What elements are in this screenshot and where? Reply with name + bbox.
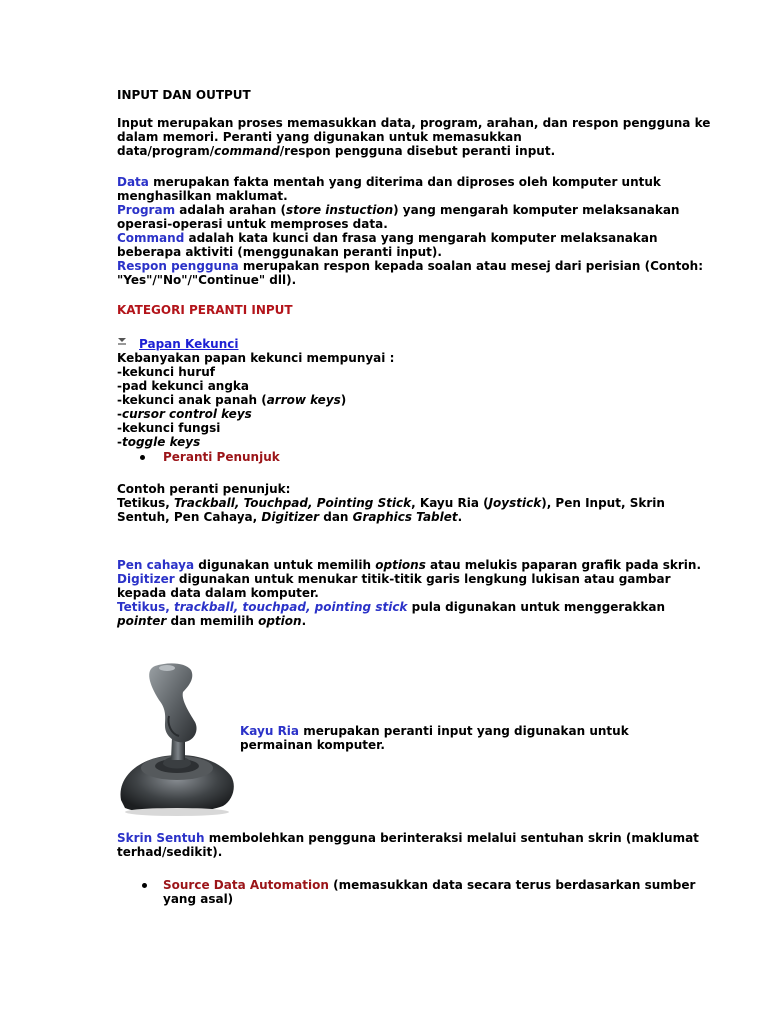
- joystick-icon: [115, 660, 239, 816]
- keyboard-item-3-b: arrow keys: [266, 393, 341, 407]
- bullet-icon: [140, 455, 145, 460]
- respon-term: Respon pengguna: [117, 259, 239, 273]
- category-heading: [117, 303, 662, 317]
- touchscreen-text-1: membolehkan pengguna berinteraksi melalui sentuhan skrin (maklumat: [204, 831, 699, 845]
- pointing-list-b: Trackball, Touchpad, Pointing Stick: [173, 496, 412, 510]
- intro-line-1: Input merupakan proses memasukkan data, program, arahan, dan respon pengguna ke: [117, 116, 711, 130]
- joystick-line-1: [240, 724, 660, 738]
- keyboard-item-2: -pad kekunci angka: [117, 379, 250, 393]
- pen-text-b: options: [375, 558, 426, 572]
- program-text-1c: ) yang mengarah komputer melaksanakan: [393, 203, 680, 217]
- touchscreen-line-1: [117, 831, 699, 845]
- program-text-1a: adalah arahan (: [175, 203, 286, 217]
- keyboard-bullet-icon: [117, 335, 127, 345]
- respon-definition-line-1: [117, 259, 704, 273]
- intro-line-3-command: command: [214, 144, 280, 158]
- tetikus-term-a: Tetikus,: [117, 600, 174, 614]
- pointing-list-line-1: [117, 496, 665, 510]
- touchscreen-term: Skrin Sentuh: [117, 831, 205, 845]
- touchscreen-paragraph: [117, 831, 699, 859]
- sda-line-1: [163, 878, 695, 892]
- sda-bullet-icon: [142, 883, 147, 888]
- pointing-list-a: Tetikus,: [117, 496, 174, 510]
- joystick-term: Kayu Ria: [240, 724, 300, 738]
- keyboard-item-1: -kekunci huruf: [117, 365, 216, 379]
- respon-definition-line-2: "Yes"/"No"/"Continue" dll).: [117, 273, 297, 287]
- tetikus-text-2d: .: [301, 614, 307, 628]
- program-text-1b: store instuction: [285, 203, 394, 217]
- keyboard-item-3-a: -kekunci anak panah (: [117, 393, 267, 407]
- tetikus-text-2b: dan memilih: [166, 614, 259, 628]
- pen-text-c: atau melukis paparan grafik pada skrin.: [425, 558, 701, 572]
- intro-line-3-c: /respon pengguna disebut peranti input.: [279, 144, 556, 158]
- command-text-1: adalah kata kunci dan frasa yang mengarah komputer melaksanakan: [184, 231, 658, 245]
- intro-line-3: [117, 144, 662, 158]
- pointing-list2-a: Sentuh, Pen Cahaya,: [117, 510, 262, 524]
- joystick-line-2: permainan komputer.: [240, 738, 385, 752]
- pen-text-a: digunakan untuk memilih: [194, 558, 376, 572]
- keyboard-item-6-b: toggle keys: [121, 435, 201, 449]
- data-term: Data: [117, 175, 149, 189]
- tetikus-line-1: [117, 600, 666, 614]
- pointing-list2-d: Graphics Tablet: [352, 510, 458, 524]
- pointing-list-c: , Kayu Ria (: [411, 496, 489, 510]
- program-term: Program: [117, 203, 176, 217]
- tetikus-text-2a: pointer: [117, 614, 167, 628]
- joystick-image: [115, 660, 239, 816]
- pointing-contoh: Contoh peranti penunjuk:: [117, 482, 291, 496]
- category-heading-text: KATEGORI PERANTI INPUT: [117, 303, 293, 317]
- touchscreen-line-2: terhad/sedikit).: [117, 845, 223, 859]
- sda-term: Source Data Automation: [163, 878, 329, 892]
- tetikus-text-1: pula digunakan untuk menggerakkan: [407, 600, 666, 614]
- data-definition-line-1: [117, 175, 662, 189]
- keyboard-item-6: [117, 435, 662, 449]
- data-definition-line-2: menghasilkan maklumat.: [117, 189, 288, 203]
- keyboard-item-3-c: ): [340, 393, 347, 407]
- keyboard-list: [117, 351, 662, 449]
- pointing-list2-b: Digitizer: [261, 510, 320, 524]
- command-definition-line-2: beberapa aktiviti (menggunakan peranti input).: [117, 245, 442, 259]
- command-term: Command: [117, 231, 185, 245]
- pointing-list2-e: .: [457, 510, 463, 524]
- devices-paragraph: [117, 558, 701, 628]
- command-definition-line-1: [117, 231, 662, 245]
- sda-text-1: (memasukkan data secara terus berdasarkan sumber: [328, 878, 696, 892]
- joystick-description: [240, 724, 660, 752]
- tetikus-line-2: [117, 614, 662, 628]
- keyboard-item-5: -kekunci fungsi: [117, 421, 221, 435]
- intro-line-2: dalam memori. Peranti yang digunakan untuk memasukkan: [117, 130, 522, 144]
- page-title-text: INPUT DAN OUTPUT: [117, 88, 251, 102]
- pointing-bullet-label: Peranti Penunjuk: [163, 450, 280, 464]
- pointing-list2-c: dan: [319, 510, 353, 524]
- respon-text-1: merupakan respon kepada soalan atau mesej dari perisian (Contoh:: [238, 259, 704, 273]
- keyboard-item-4-a: -: [117, 407, 122, 421]
- data-text-1: merupakan fakta mentah yang diterima dan diproses oleh komputer untuk: [148, 175, 661, 189]
- program-definition-line-2: operasi-operasi untuk memproses data.: [117, 217, 388, 231]
- keyboard-item-4-b: cursor control keys: [121, 407, 252, 421]
- pointing-examples: [117, 482, 665, 524]
- pointing-list-line-2: [117, 510, 662, 524]
- pointing-list-e: ), Pen Input, Skrin: [541, 496, 665, 510]
- digitizer-term: Digitizer: [117, 572, 175, 586]
- digitizer-line-1: [117, 572, 671, 586]
- joystick-text-1: merupakan peranti input yang digunakan untuk: [299, 724, 629, 738]
- tetikus-text-2c: option: [258, 614, 302, 628]
- intro-paragraph: [117, 116, 711, 158]
- page-title: [117, 88, 662, 102]
- program-definition-line-1: [117, 203, 680, 217]
- pointing-list-d: Joystick: [488, 496, 542, 510]
- keyboard-intro: Kebanyakan papan kekunci mempunyai :: [117, 351, 395, 365]
- sda-line-2: yang asal): [163, 892, 234, 906]
- keyboard-item-6-a: -: [117, 435, 122, 449]
- digitizer-text-1: digunakan untuk menukar titik-titik garis lengkung lukisan atau gambar: [174, 572, 671, 586]
- tetikus-term-b: trackball, touchpad, pointing stick: [173, 600, 408, 614]
- definitions-paragraph: [117, 175, 704, 287]
- keyboard-link[interactable]: Papan Kekunci: [139, 337, 239, 351]
- keyboard-item-3: [117, 393, 662, 407]
- keyboard-item-4: [117, 407, 662, 421]
- pen-line: [117, 558, 701, 572]
- pen-term: Pen cahaya: [117, 558, 195, 572]
- digitizer-line-2: kepada data dalam komputer.: [117, 586, 319, 600]
- intro-line-3-a: data/program/: [117, 144, 215, 158]
